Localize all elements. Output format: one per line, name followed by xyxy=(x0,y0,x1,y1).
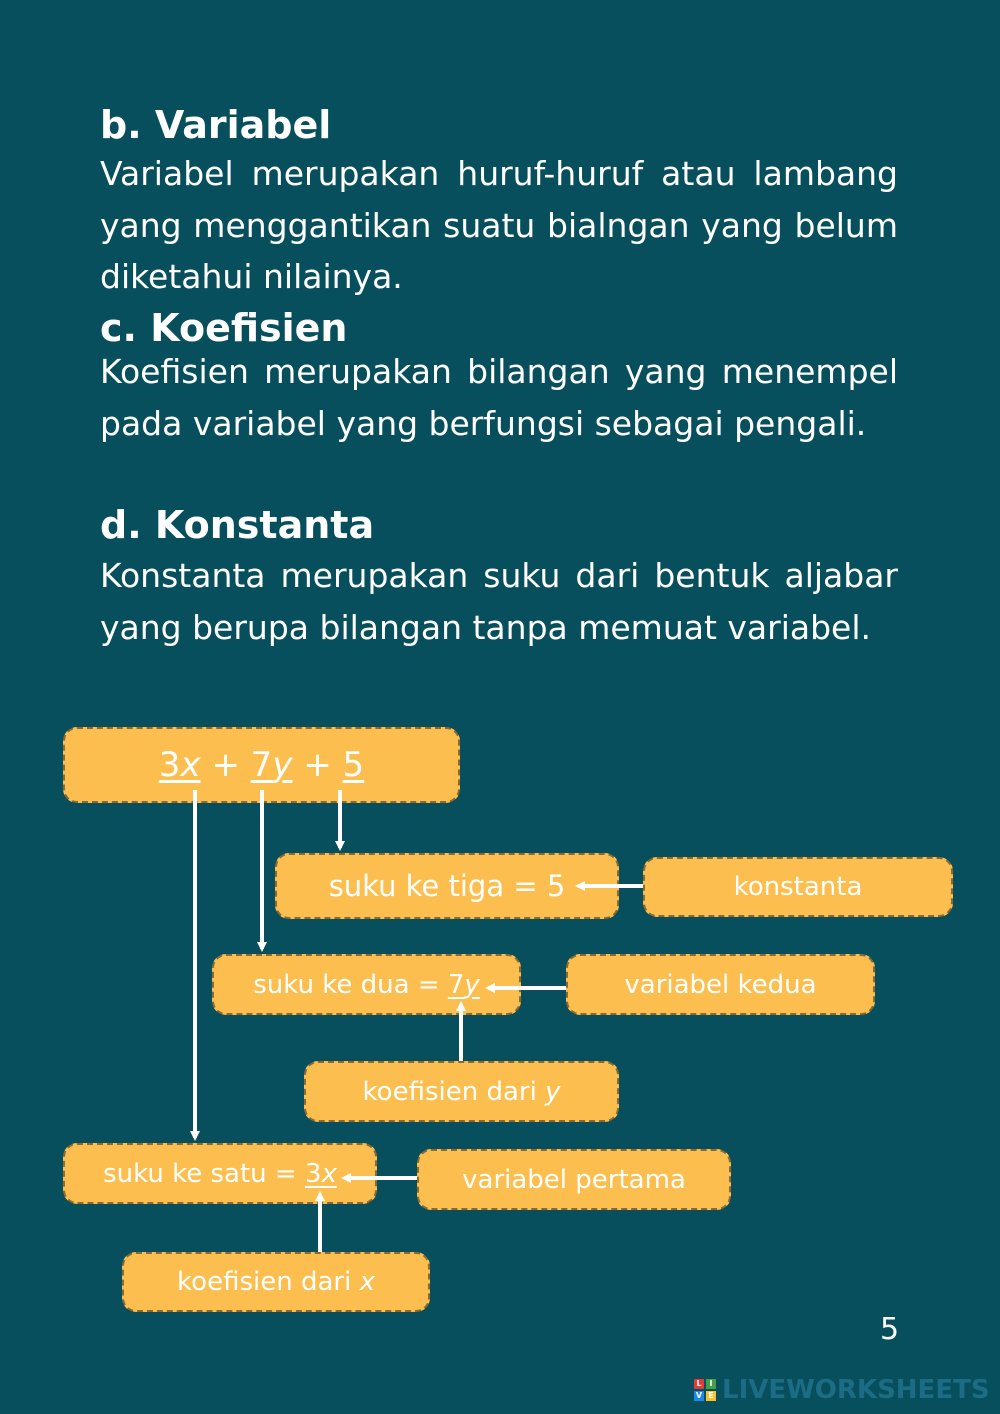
heading-konstanta: d. Konstanta xyxy=(100,503,375,547)
text-konstanta: Konstanta merupakan suku dari bentuk aljabar yang berupa bilangan tanpa memuat variabel. xyxy=(100,556,898,647)
variabel-pertama-label: variabel pertama xyxy=(462,1164,686,1195)
expr-term3: 5 xyxy=(342,745,365,785)
liveworksheets-logo: L I V E LIVEWORKSHEETS xyxy=(695,1375,990,1405)
koefisien-x-label: koefisien dari x xyxy=(177,1267,375,1297)
expr-term2: 7y xyxy=(250,745,293,785)
variabel-kedua-label: variabel kedua xyxy=(624,969,817,1000)
logo-grid-icon: L I V E xyxy=(694,1379,716,1401)
expr-plus: + xyxy=(292,745,343,785)
koefisien-y-label: koefisien dari y xyxy=(362,1076,561,1107)
heading-koefisien: c. Koefisien xyxy=(100,306,348,350)
suku-kedua-label: suku ke dua = 7y xyxy=(253,969,480,1000)
heading-variabel: b. Variabel xyxy=(100,103,332,147)
suku-kesatu-label: suku ke satu = 3x xyxy=(103,1158,337,1189)
page-number: 5 xyxy=(880,1312,900,1347)
konstanta-label: konstanta xyxy=(733,872,863,902)
expr-plus: + xyxy=(200,745,251,785)
suku-ketiga-label: suku ke tiga = 5 xyxy=(328,869,566,903)
expr-term1: 3x xyxy=(158,745,201,785)
text-koefisien: Koefisien merupakan bilangan yang menempel pada variabel yang berfungsi sebagai pengali. xyxy=(100,352,898,443)
text-variabel: Variabel merupakan huruf-huruf atau lambang yang menggantikan suatu bialngan yang belum diketahui nilainya. xyxy=(100,154,898,296)
